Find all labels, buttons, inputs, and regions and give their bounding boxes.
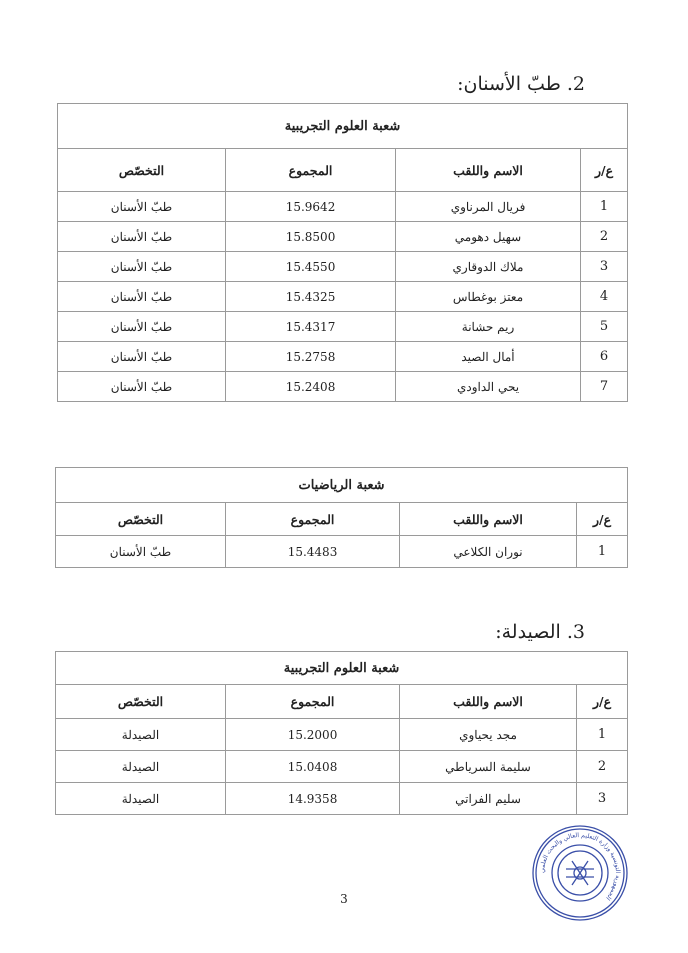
column-header-total: المجموع [226, 685, 400, 719]
total-score: 15.2000 [226, 719, 400, 751]
student-name: ريم حشانة [396, 312, 581, 342]
total-score: 15.4317 [226, 312, 396, 342]
column-header-name: الاسم واللقب [400, 685, 577, 719]
student-name: فريال المرناوي [396, 192, 581, 222]
specialty: طبّ الأسنان [58, 282, 226, 312]
row-index: 1 [577, 536, 628, 568]
total-score: 15.4483 [226, 536, 400, 568]
column-header-specialty: التخصّص [56, 685, 226, 719]
row-index: 6 [581, 342, 628, 372]
specialty: طبّ الأسنان [58, 252, 226, 282]
total-score: 15.4325 [226, 282, 396, 312]
specialty: طبّ الأسنان [56, 536, 226, 568]
specialty: الصيدلة [56, 719, 226, 751]
student-name: سليم الفراتي [400, 783, 577, 815]
total-score: 15.2758 [226, 342, 396, 372]
table-row [58, 192, 628, 222]
specialty: طبّ الأسنان [58, 342, 226, 372]
table-pharmacy-experimental-sciences [55, 651, 628, 815]
table-dentistry-experimental-sciences [57, 103, 628, 402]
table-caption: شعبة العلوم التجريبية [56, 652, 628, 685]
table-caption: شعبة الرياضيات [56, 468, 628, 503]
table-row [58, 372, 628, 402]
student-name: نوران الكلاعي [400, 536, 577, 568]
table-dentistry-mathematics [55, 467, 628, 568]
row-index: 3 [577, 783, 628, 815]
column-header-name: الاسم واللقب [396, 149, 581, 192]
table-row [56, 783, 628, 815]
column-header-specialty: التخصّص [58, 149, 226, 192]
row-index: 1 [577, 719, 628, 751]
total-score: 15.9642 [226, 192, 396, 222]
specialty: الصيدلة [56, 751, 226, 783]
student-name: أمال الصيد [396, 342, 581, 372]
table-row [56, 536, 628, 568]
specialty: طبّ الأسنان [58, 222, 226, 252]
specialty: طبّ الأسنان [58, 312, 226, 342]
student-name: يحي الداودي [396, 372, 581, 402]
table-row [58, 222, 628, 252]
student-name: مجد يحياوي [400, 719, 577, 751]
row-index: 3 [581, 252, 628, 282]
row-index: 2 [581, 222, 628, 252]
total-score: 15.2408 [226, 372, 396, 402]
column-header-index: ع/ر [577, 685, 628, 719]
column-header-index: ع/ر [581, 149, 628, 192]
stamp-text: الجمهورية التونسية وزارة التعليم العالي والبحث العلمي [538, 831, 622, 902]
total-score: 14.9358 [226, 783, 400, 815]
total-score: 15.8500 [226, 222, 396, 252]
table-row [58, 312, 628, 342]
total-score: 15.0408 [226, 751, 400, 783]
student-name: ملاك الدوقاري [396, 252, 581, 282]
section-heading-dentistry: 2. طبّ الأسنان: [457, 73, 585, 95]
row-index: 7 [581, 372, 628, 402]
student-name: سليمة السرياطي [400, 751, 577, 783]
official-stamp-icon [530, 823, 630, 923]
table-row [58, 252, 628, 282]
row-index: 5 [581, 312, 628, 342]
column-header-specialty: التخصّص [56, 503, 226, 536]
table-row [58, 282, 628, 312]
total-score: 15.4550 [226, 252, 396, 282]
row-index: 4 [581, 282, 628, 312]
table-row [56, 751, 628, 783]
table-caption: شعبة العلوم التجريبية [58, 104, 628, 149]
specialty: طبّ الأسنان [58, 372, 226, 402]
table-row [56, 719, 628, 751]
column-header-name: الاسم واللقب [400, 503, 577, 536]
section-heading-pharmacy: 3. الصيدلة: [495, 621, 585, 643]
student-name: معتز بوغطاس [396, 282, 581, 312]
row-index: 2 [577, 751, 628, 783]
student-name: سهيل دهومي [396, 222, 581, 252]
column-header-index: ع/ر [577, 503, 628, 536]
specialty: الصيدلة [56, 783, 226, 815]
table-row [58, 342, 628, 372]
column-header-total: المجموع [226, 503, 400, 536]
specialty: طبّ الأسنان [58, 192, 226, 222]
page-number: 3 [340, 892, 348, 906]
row-index: 1 [581, 192, 628, 222]
column-header-total: المجموع [226, 149, 396, 192]
